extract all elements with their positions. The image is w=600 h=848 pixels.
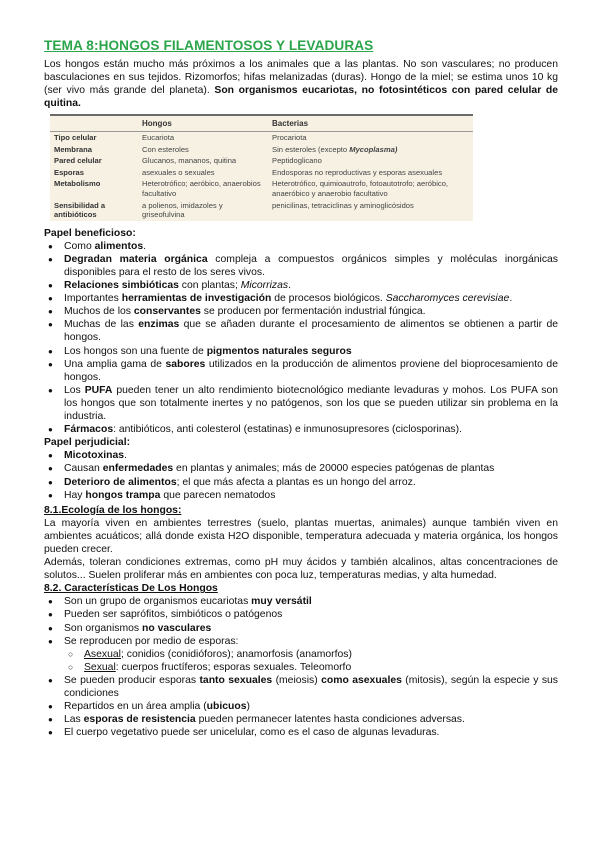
table-row	[50, 131, 473, 143]
row-label: Sensibilidad a antibióticos	[54, 200, 106, 220]
table-row	[50, 200, 473, 221]
list-item: ● Son organismos no vasculares	[44, 622, 558, 635]
list-item: ● Se pueden producir esporas tanto sexuales (meiosis) como asexuales (mitosis), según la especie y sus condiciones	[44, 674, 558, 700]
row-label: Membrana	[54, 144, 92, 154]
list-item: ● Hay hongos trampa que parecen nematodos	[44, 489, 558, 502]
table-header-row	[50, 116, 473, 131]
table-row	[50, 167, 473, 179]
cell-bacterias: Endosporas no reproductivas y esporas asexuales	[272, 167, 443, 177]
sub-list	[44, 648, 558, 674]
cell-hongos: Glucanos, mananos, quitina	[142, 156, 237, 166]
cell-bacterias: Sin esteroles (excepto Mycoplasma)	[272, 144, 398, 154]
intro-text: Los hongos están mucho más próximos a los animales que a las plantas. No son vasculares; no producen basculaciones en sus tejidos. Rizomorfos; hifas melanizadas (duras). Hongo de la miel; se estima unos 10 kg (ser vivo más grande del planeta).	[44, 59, 558, 97]
cell-hongos: asexuales o sexuales	[142, 167, 215, 177]
cell-hongos: Eucariota	[142, 132, 175, 142]
list-item: ● Deterioro de alimentos; el que más afecta a plantas es un hongo del arroz.	[44, 476, 558, 489]
caracteristicas-list	[44, 595, 558, 739]
list-item: ● Pueden ser saprófitos, simbióticos o patógenos	[44, 608, 558, 621]
caracteristicas-heading: 8.2. Características De Los Hongos	[44, 583, 218, 595]
table-row	[50, 155, 473, 167]
list-item: ● Los hongos son una fuente de pigmentos naturales seguros	[44, 345, 558, 358]
sub-list-item: ○ Asexual; conidios (conidióforos); anamorfosis (anamorfos)	[44, 648, 558, 661]
list-item: ● Degradan materia orgánica compleja a compuestos orgánicos simples y moléculas inorgánicas disponibles para el resto de los seres vivos.	[44, 253, 558, 279]
row-label: Tipo celular	[54, 132, 97, 142]
cell-hongos: Heterotrófico; aeróbico, anaerobios facultativo	[142, 179, 261, 198]
list-item: ● Los PUFA pueden tener un alto rendimiento biotecnológico mediante levaduras y mohos. Los PUFA son los hongos que son totalmente inertes y no patógenos, son los que se pueden utilizar sin problema en la industria.	[44, 384, 558, 423]
list-item: ● Micotoxinas.	[44, 449, 558, 462]
table-row	[50, 144, 473, 156]
row-label: Metabolismo	[54, 179, 101, 189]
row-label: Pared celular	[54, 156, 102, 166]
list-item: ● Son un grupo de organismos eucariotas muy versátil	[44, 595, 558, 608]
list-item: ● Las esporas de resistencia pueden permanecer latentes hasta condiciones adversas.	[44, 713, 558, 726]
page-title: TEMA 8:HONGOS FILAMENTOSOS Y LEVADURAS	[44, 38, 374, 53]
table-header-hongos: Hongos	[138, 116, 268, 131]
ecologia-paragraph-2: Además, toleran condiciones extremas, como pH muy ácidos y también alcalinos, altas concentraciones de solutos... Suelen proliferar más en ambientes con poca luz, temperaturas medias, y alta humedad.	[44, 557, 558, 582]
list-item: ● Relaciones simbióticas con plantas; Micorrizas.	[44, 279, 558, 292]
list-item: ● Se reproducen por medio de esporas: ○ Asexual; conidios (conidióforos); anamorfosis (anamorfos) ○ Sexual: cuerpos fructíferos; esporas sexuales. Teleomorfo	[44, 635, 558, 674]
cell-bacterias: Heterotrófico, quimioautrofo, fotoautotrofo; aeróbico, anaeróbico y anaerobio facultativo	[272, 179, 449, 198]
table-header-empty	[50, 116, 138, 131]
cell-bacterias: Procariota	[272, 132, 307, 142]
beneficioso-list	[44, 240, 558, 436]
list-item: ● Muchos de los conservantes se producen por fermentación industrial fúngica.	[44, 305, 558, 318]
perjudicial-list	[44, 449, 558, 501]
list-item: ● El cuerpo vegetativo puede ser unicelular, como es el caso de algunas levaduras.	[44, 726, 558, 739]
perjudicial-heading: Papel perjudicial:	[44, 437, 131, 449]
list-item: ● Repartidos en un área amplia (ubicuos)	[44, 700, 558, 713]
ecologia-paragraph-1: La mayoría viven en ambientes terrestres (suelo, plantas muertas, animales) aunque también viven en ambientes acuáticos; allá donde exista H2O disponible, temperatura adecuada y materia orgánica, los hongos pueden crecer.	[44, 517, 558, 555]
list-item: ● Fármacos: antibióticos, anti colesterol (estatinas) e inmunosupresores (ciclosporinas).	[44, 423, 558, 436]
list-item: ● Causan enfermedades en plantas y animales; más de 20000 especies patógenas de plantas	[44, 462, 558, 475]
table-row	[50, 178, 473, 199]
ecologia-heading: 8.1.Ecología de los hongos:	[44, 504, 182, 516]
cell-bacterias: Peptidoglicano	[272, 156, 322, 166]
intro-bold: Son organismos eucariotas, no fotosintéticos con pared celular de quitina.	[44, 85, 558, 110]
intro-paragraph	[44, 58, 558, 110]
cell-hongos: Con esteroles	[142, 144, 189, 154]
cell-bacterias: penicilinas, tetraciclinas y aminoglicósidos	[272, 200, 414, 210]
table-header-bacterias: Bacterias	[268, 116, 473, 131]
list-item: ● Como alimentos.	[44, 240, 558, 253]
list-item: ● Importantes herramientas de investigación de procesos biológicos. Saccharomyces cerevisiae.	[44, 292, 558, 305]
beneficioso-heading: Papel beneficioso:	[44, 227, 136, 239]
list-item: ● Una amplia gama de sabores utilizados en la producción de alimentos proviene del bioprocesamiento de hongos.	[44, 358, 558, 384]
list-item: ● Muchas de las enzimas que se añaden durante el procesamiento de alimentos se obtienen a partir de hongos.	[44, 318, 558, 344]
cell-hongos: a polienos, imidazoles y griseofulvina	[142, 200, 223, 220]
comparison-table	[50, 114, 473, 220]
row-label: Esporas	[54, 167, 84, 177]
sub-list-item: ○ Sexual: cuerpos fructíferos; esporas sexuales. Teleomorfo	[44, 661, 558, 674]
